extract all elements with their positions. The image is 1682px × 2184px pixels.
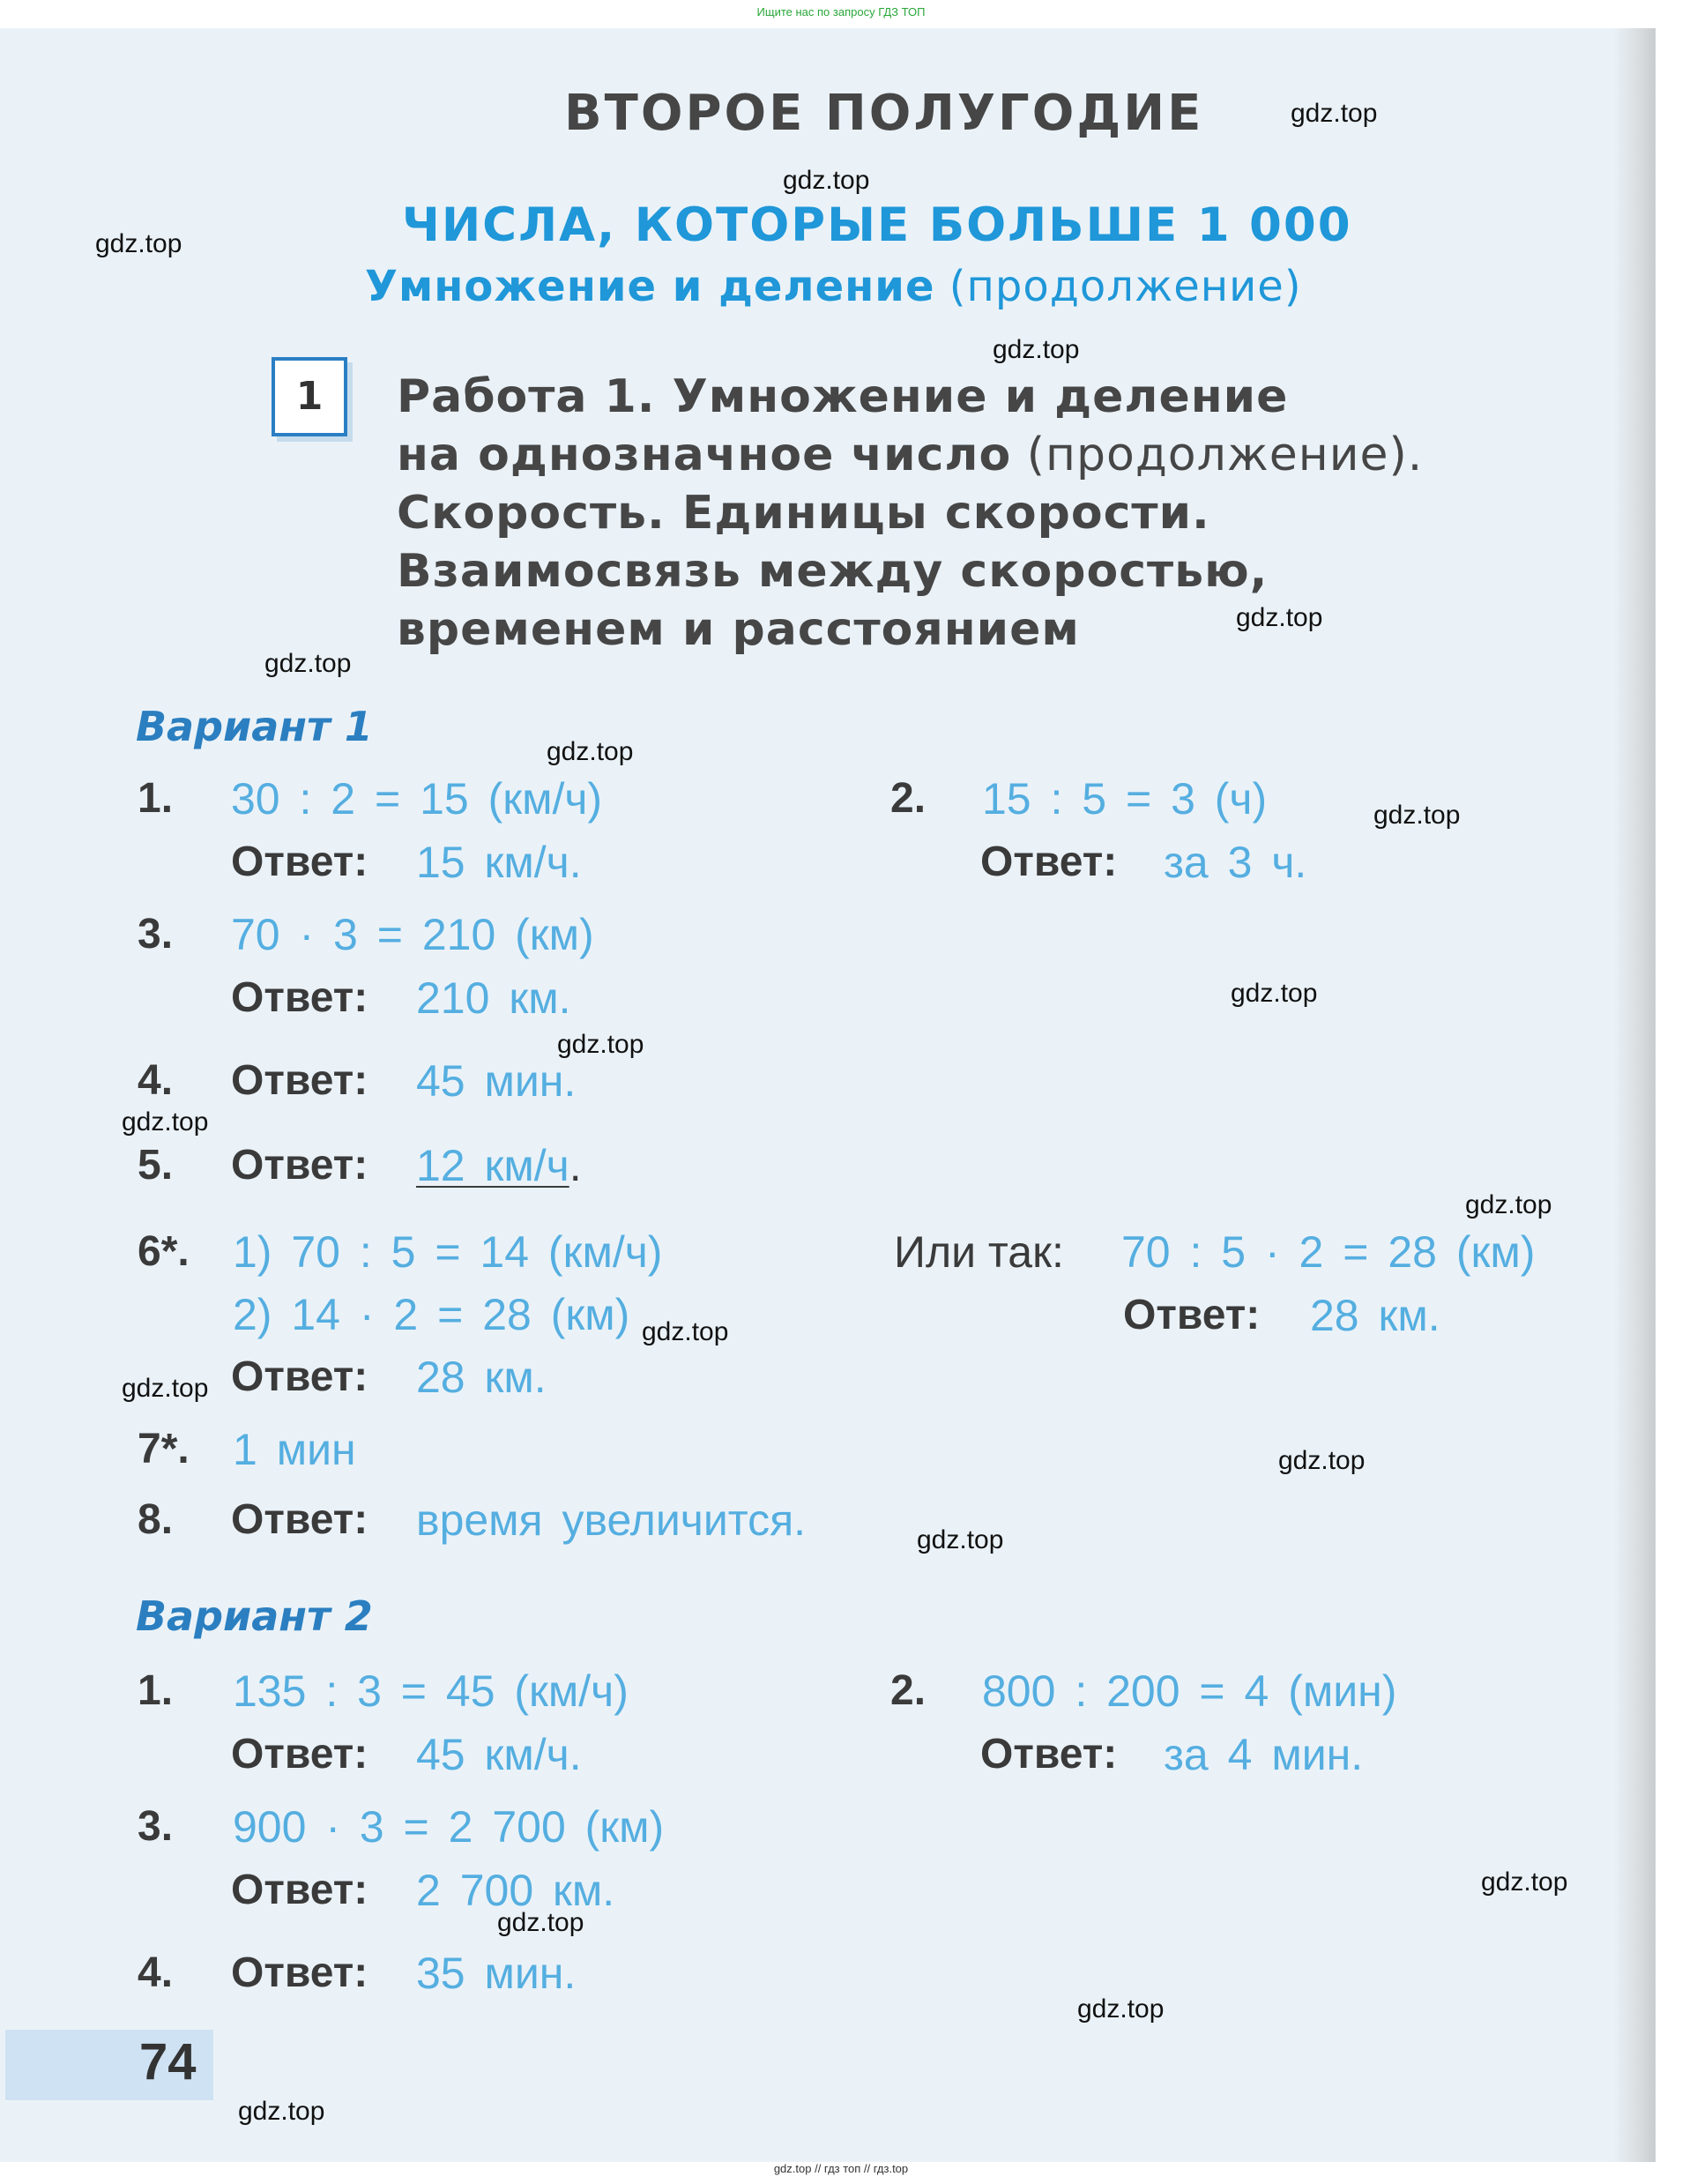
v1-task5-period: . <box>569 1141 582 1190</box>
v1-task6-alt-expression: 70 : 5 · 2 = 28 (км) <box>1121 1227 1536 1277</box>
v2-task3-answer-label: Ответ: <box>231 1867 368 1913</box>
watermark: gdz.top <box>1231 979 1318 1008</box>
v2-task1-answer: 45 км/ч. <box>416 1730 582 1779</box>
section-title: ВТОРОЕ ПОЛУГОДИЕ <box>564 85 1204 142</box>
watermark: gdz.top <box>1481 1867 1568 1897</box>
v1-task3-expression: 70 · 3 = 210 (км) <box>231 910 594 959</box>
v1-task3-answer: 210 км. <box>416 973 571 1023</box>
v2-task1-number: 1. <box>138 1667 174 1714</box>
work-title-line2: на однозначное число (продолжение). <box>397 429 1424 481</box>
chapter-subtitle <box>365 262 1302 311</box>
watermark: gdz.top <box>1077 1994 1165 2024</box>
chapter-subtitle-bold: Умножение и деление <box>365 262 935 311</box>
v1-task6-answer: 28 км. <box>416 1353 547 1402</box>
watermark: gdz.top <box>122 1374 209 1403</box>
v1-task4-answer-label: Ответ: <box>231 1057 368 1104</box>
v1-task1-number: 1. <box>138 775 174 822</box>
work-title-line4: Взаимосвязь между скоростью, <box>397 545 1269 598</box>
v1-task3-answer-label: Ответ: <box>231 974 368 1021</box>
v2-task4-answer: 35 мин. <box>416 1949 577 1998</box>
v1-task5-answer-label: Ответ: <box>231 1142 368 1189</box>
v2-task4-answer-label: Ответ: <box>231 1949 368 1996</box>
chapter-subtitle-rest: (продолжение) <box>949 262 1302 311</box>
watermark: gdz.top <box>1236 603 1323 632</box>
v1-task1-answer: 15 км/ч. <box>416 838 582 887</box>
bottom-note: gdz.top // гдз топ // гдз.top <box>773 2162 909 2175</box>
watermark: gdz.top <box>95 229 182 258</box>
v1-task8-answer: время увеличится. <box>416 1495 807 1545</box>
watermark: gdz.top <box>1291 99 1378 128</box>
v1-task2-number: 2. <box>890 775 927 822</box>
work-number-badge: 1 <box>272 357 347 436</box>
watermark: gdz.top <box>1465 1190 1552 1219</box>
watermark: gdz.top <box>1278 1446 1366 1475</box>
v2-task1-expression: 135 : 3 = 45 (км/ч) <box>233 1666 629 1716</box>
v1-task8-answer-label: Ответ: <box>231 1496 368 1543</box>
v1-task5-answer-wrap <box>416 1140 582 1191</box>
v1-task6-step2: 2) 14 · 2 = 28 (км) <box>233 1290 630 1339</box>
v2-task2-answer-label: Ответ: <box>980 1731 1118 1778</box>
v1-task2-answer: за 3 ч. <box>1164 838 1307 887</box>
v1-task5-answer: 12 км/ч <box>416 1141 569 1190</box>
v2-task4-number: 4. <box>138 1949 174 1996</box>
v1-task7-number: 7*. <box>138 1426 190 1472</box>
watermark: gdz.top <box>122 1107 209 1137</box>
v1-task7-answer: 1 мин <box>233 1425 356 1474</box>
v1-task4-number: 4. <box>138 1057 174 1104</box>
v1-task6-number: 6*. <box>138 1228 190 1275</box>
page-number: 74 <box>139 2033 197 2091</box>
watermark: gdz.top <box>917 1525 1004 1554</box>
v1-task6-alt-answer: 28 км. <box>1310 1291 1440 1340</box>
v1-task5-number: 5. <box>138 1142 174 1189</box>
watermark: gdz.top <box>264 649 352 678</box>
v1-task3-number: 3. <box>138 911 174 958</box>
chapter-title: ЧИСЛА, КОТОРЫЕ БОЛЬШЕ 1 000 <box>402 198 1352 252</box>
v1-task1-answer-label: Ответ: <box>231 839 368 885</box>
v1-task6-alt-answer-label: Ответ: <box>1123 1292 1261 1338</box>
page-edge-shadow <box>1613 28 1656 2162</box>
work-title-line5: временем и расстоянием <box>397 603 1080 656</box>
v1-task2-expression: 15 : 5 = 3 (ч) <box>982 774 1268 824</box>
v2-task2-expression: 800 : 200 = 4 (мин) <box>982 1666 1397 1716</box>
variant1-title: Вариант 1 <box>136 703 373 750</box>
v1-task6-alt-label: Или так: <box>894 1227 1064 1277</box>
watermark: gdz.top <box>497 1908 584 1937</box>
watermark: gdz.top <box>993 335 1080 364</box>
v1-task1-expression: 30 : 2 = 15 (км/ч) <box>231 774 603 824</box>
watermark: gdz.top <box>1373 801 1461 830</box>
watermark: gdz.top <box>547 737 634 766</box>
v1-task2-answer-label: Ответ: <box>980 839 1118 885</box>
v1-task6-step1: 1) 70 : 5 = 14 (км/ч) <box>233 1227 663 1277</box>
work-title-line3: Скорость. Единицы скорости. <box>397 487 1210 540</box>
v2-task1-answer-label: Ответ: <box>231 1731 368 1778</box>
work-title-line1: Работа 1. Умножение и деление <box>397 370 1289 423</box>
v1-task4-answer: 45 мин. <box>416 1056 577 1106</box>
watermark: gdz.top <box>783 166 870 195</box>
watermark: gdz.top <box>642 1317 729 1346</box>
watermark: gdz.top <box>557 1030 644 1059</box>
v2-task2-number: 2. <box>890 1667 927 1714</box>
v2-task3-answer: 2 700 км. <box>416 1866 615 1915</box>
v2-task3-expression: 900 · 3 = 2 700 (км) <box>233 1802 665 1852</box>
v1-task8-number: 8. <box>138 1496 174 1543</box>
v2-task2-answer: за 4 мин. <box>1164 1730 1364 1779</box>
watermark: gdz.top <box>238 2097 325 2126</box>
top-note: Ищите нас по запросу ГДЗ ТОП <box>756 5 926 19</box>
v1-task6-answer-label: Ответ: <box>231 1353 368 1400</box>
v2-task3-number: 3. <box>138 1803 174 1850</box>
variant2-title: Вариант 2 <box>136 1592 373 1640</box>
